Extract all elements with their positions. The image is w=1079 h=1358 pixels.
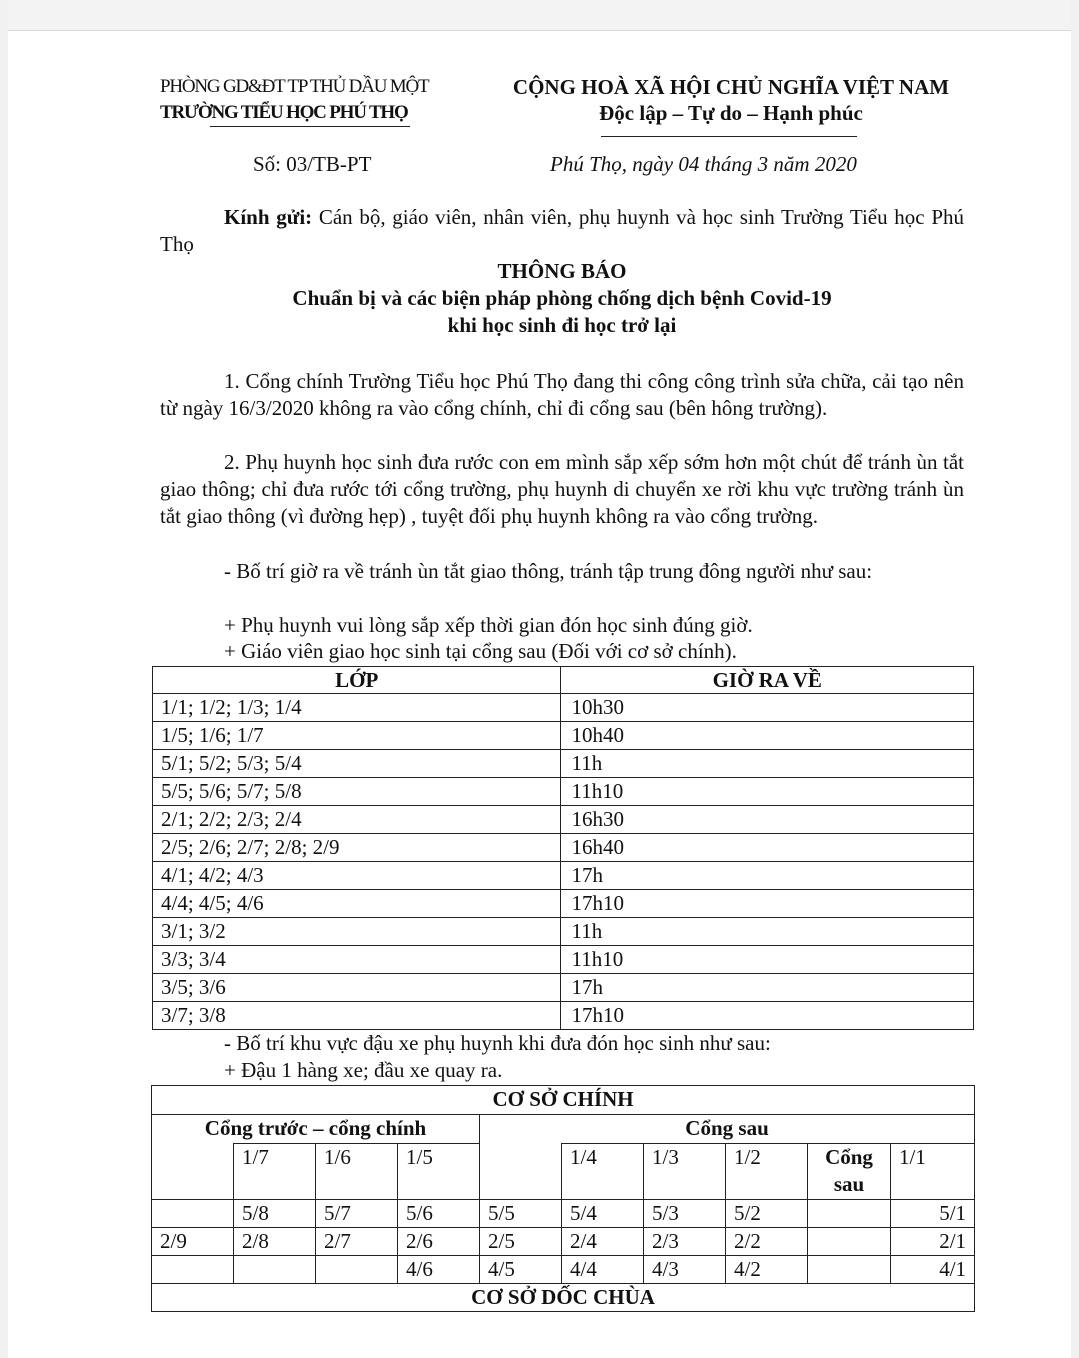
notice-title-line-1: THÔNG BÁO [497, 259, 627, 283]
parking-cell: 5/3 [644, 1200, 726, 1228]
parking-row [152, 1144, 975, 1200]
parking-cell [808, 1228, 891, 1256]
table-row [153, 946, 974, 974]
parking-cell [152, 1144, 234, 1200]
parking-cell: 2/7 [316, 1228, 398, 1256]
parking-cell: 2/3 [644, 1228, 726, 1256]
parking-cell [152, 1256, 234, 1284]
class-cell: 3/3; 3/4 [153, 946, 561, 974]
class-cell: 3/7; 3/8 [153, 1002, 561, 1030]
parking-row [152, 1200, 975, 1228]
parking-back-gate-label: Cổng sau [808, 1144, 891, 1200]
table-header-class: LỚP [153, 667, 561, 694]
parking-front-gate-heading: Cổng trước – cổng chính [152, 1115, 480, 1144]
parking-cell: 2/4 [562, 1228, 644, 1256]
time-cell: 17h [561, 862, 974, 890]
parking-cell: 1/4 [562, 1144, 644, 1200]
table-row [153, 806, 974, 834]
national-title: CỘNG HOÀ XÃ HỘI CHỦ NGHĨA VIỆT NAM [512, 75, 950, 99]
parking-row [152, 1256, 975, 1284]
parking-cell: 4/5 [480, 1256, 562, 1284]
parking-back-gate-heading: Cổng sau [480, 1115, 975, 1144]
national-underline [601, 136, 857, 137]
parking-cell: 5/4 [562, 1200, 644, 1228]
class-cell: 5/1; 5/2; 5/3; 5/4 [153, 750, 561, 778]
national-header [486, 74, 976, 126]
parking-cell [316, 1256, 398, 1284]
time-cell: 17h [561, 974, 974, 1002]
parking-cell [808, 1200, 891, 1228]
class-cell: 2/1; 2/2; 2/3; 2/4 [153, 806, 561, 834]
time-cell: 10h40 [561, 722, 974, 750]
paragraph-2: 2. Phụ huynh học sinh đưa rước con em mình sắp xếp sớm hơn một chút để tránh ùn tắt giao thông; chỉ đưa rước tới cổng trường, phụ huynh di chuyển xe rời khu vực trường tránh ùn tắt giao thông (vì đường hẹp) , tuyệt đối phụ huynh không ra vào cổng trường. [160, 450, 964, 528]
table-row [153, 974, 974, 1002]
class-cell: 2/5; 2/6; 2/7; 2/8; 2/9 [153, 834, 561, 862]
time-cell: 16h30 [561, 806, 974, 834]
time-cell: 11h10 [561, 946, 974, 974]
notice-title-line-3: khi học sinh đi học trở lại [447, 313, 677, 337]
notice-title-line-2: Chuẩn bị và các biện pháp phòng chống dịch bệnh Covid-19 [292, 286, 832, 310]
table-row [153, 862, 974, 890]
parking-cell: 2/5 [480, 1228, 562, 1256]
bullet-parking-rule: + Đậu 1 hàng xe; đầu xe quay ra. [224, 1058, 503, 1082]
parking-cell: 5/7 [316, 1200, 398, 1228]
time-cell: 10h30 [561, 694, 974, 722]
parking-cell: 2/6 [398, 1228, 480, 1256]
parking-cell: 5/6 [398, 1200, 480, 1228]
agency-underline [210, 126, 410, 127]
class-cell: 3/1; 3/2 [153, 918, 561, 946]
agency-line-2: TRƯỜNG TIỂU HỌC PHÚ THỌ [160, 102, 408, 123]
document-number: Số: 03/TB-PT [253, 152, 372, 176]
time-cell: 11h [561, 750, 974, 778]
parking-cell: 1/6 [316, 1144, 398, 1200]
parking-cell: 2/1 [891, 1228, 975, 1256]
parking-cell: 1/5 [398, 1144, 480, 1200]
bullet-teacher-handover: + Giáo viên giao học sinh tại cổng sau (Đối với cơ sở chính). [224, 639, 737, 663]
parking-cell: 1/3 [644, 1144, 726, 1200]
table-header-time: GIỜ RA VỀ [561, 667, 974, 694]
bullet-parent-pickup: + Phụ huynh vui lòng sắp xếp thời gian đón học sinh đúng giờ. [224, 613, 753, 637]
paragraph-1: 1. Cổng chính Trường Tiểu học Phú Thọ đang thi công công trình sửa chữa, cải tạo nên từ ngày 16/3/2020 không ra vào cổng chính, chỉ đi cổng sau (bên hông trường). [160, 369, 964, 420]
national-motto: Độc lập – Tự do – Hạnh phúc [599, 101, 863, 125]
agency-header [160, 74, 460, 126]
parking-cell [480, 1144, 562, 1200]
parking-cell: 1/2 [726, 1144, 808, 1200]
parking-cell: 4/3 [644, 1256, 726, 1284]
parking-cell: 4/6 [398, 1256, 480, 1284]
parking-cell: 5/2 [726, 1200, 808, 1228]
time-cell: 11h [561, 918, 974, 946]
parking-cell: 4/2 [726, 1256, 808, 1284]
parking-cell: 1/1 [891, 1144, 975, 1200]
time-cell: 11h10 [561, 778, 974, 806]
bullet-schedule-intro: - Bố trí giờ ra về tránh ùn tắt giao thông, tránh tập trung đông người như sau: [224, 559, 873, 583]
class-cell: 1/1; 1/2; 1/3; 1/4 [153, 694, 561, 722]
notice-title [160, 258, 964, 339]
parking-main-campus-title: CƠ SỞ CHÍNH [152, 1086, 975, 1115]
document-date: Phú Thọ, ngày 04 tháng 3 năm 2020 [550, 152, 857, 176]
class-cell: 1/5; 1/6; 1/7 [153, 722, 561, 750]
salutation-label: Kính gửi: [224, 205, 313, 229]
parking-cell [808, 1256, 891, 1284]
agency-line-1: PHÒNG GD&ĐT TP THỦ DẦU MỘT [160, 76, 429, 97]
salutation-text: Cán bộ, giáo viên, nhân viên, phụ huynh và học sinh Trường Tiểu học Phú Thọ [160, 205, 964, 256]
time-cell: 16h40 [561, 834, 974, 862]
time-cell: 17h10 [561, 1002, 974, 1030]
parking-layout-table [151, 1085, 975, 1312]
parking-cell: 2/8 [234, 1228, 316, 1256]
parking-cell: 4/4 [562, 1256, 644, 1284]
table-row [153, 918, 974, 946]
parking-row [152, 1228, 975, 1256]
parking-cell: 2/2 [726, 1228, 808, 1256]
dismissal-schedule-table [152, 666, 974, 1030]
parking-cell: 2/9 [152, 1228, 234, 1256]
parking-cell: 5/8 [234, 1200, 316, 1228]
parking-cell [152, 1200, 234, 1228]
class-cell: 4/1; 4/2; 4/3 [153, 862, 561, 890]
table-row [153, 750, 974, 778]
parking-cell: 5/5 [480, 1200, 562, 1228]
table-row [153, 834, 974, 862]
table-row [153, 890, 974, 918]
parking-cell: 1/7 [234, 1144, 316, 1200]
class-cell: 5/5; 5/6; 5/7; 5/8 [153, 778, 561, 806]
class-cell: 4/4; 4/5; 4/6 [153, 890, 561, 918]
parking-cell: 5/1 [891, 1200, 975, 1228]
time-cell: 17h10 [561, 890, 974, 918]
table-row [153, 694, 974, 722]
salutation [160, 204, 964, 258]
parking-doc-chua-title: CƠ SỞ DỐC CHÙA [152, 1284, 975, 1312]
table-row [153, 778, 974, 806]
class-cell: 3/5; 3/6 [153, 974, 561, 1002]
parking-cell: 4/1 [891, 1256, 975, 1284]
parking-cell [234, 1256, 316, 1284]
table-row [153, 1002, 974, 1030]
table-row [153, 722, 974, 750]
bullet-parking-intro: - Bố trí khu vực đậu xe phụ huynh khi đưa đón học sinh như sau: [224, 1031, 771, 1055]
